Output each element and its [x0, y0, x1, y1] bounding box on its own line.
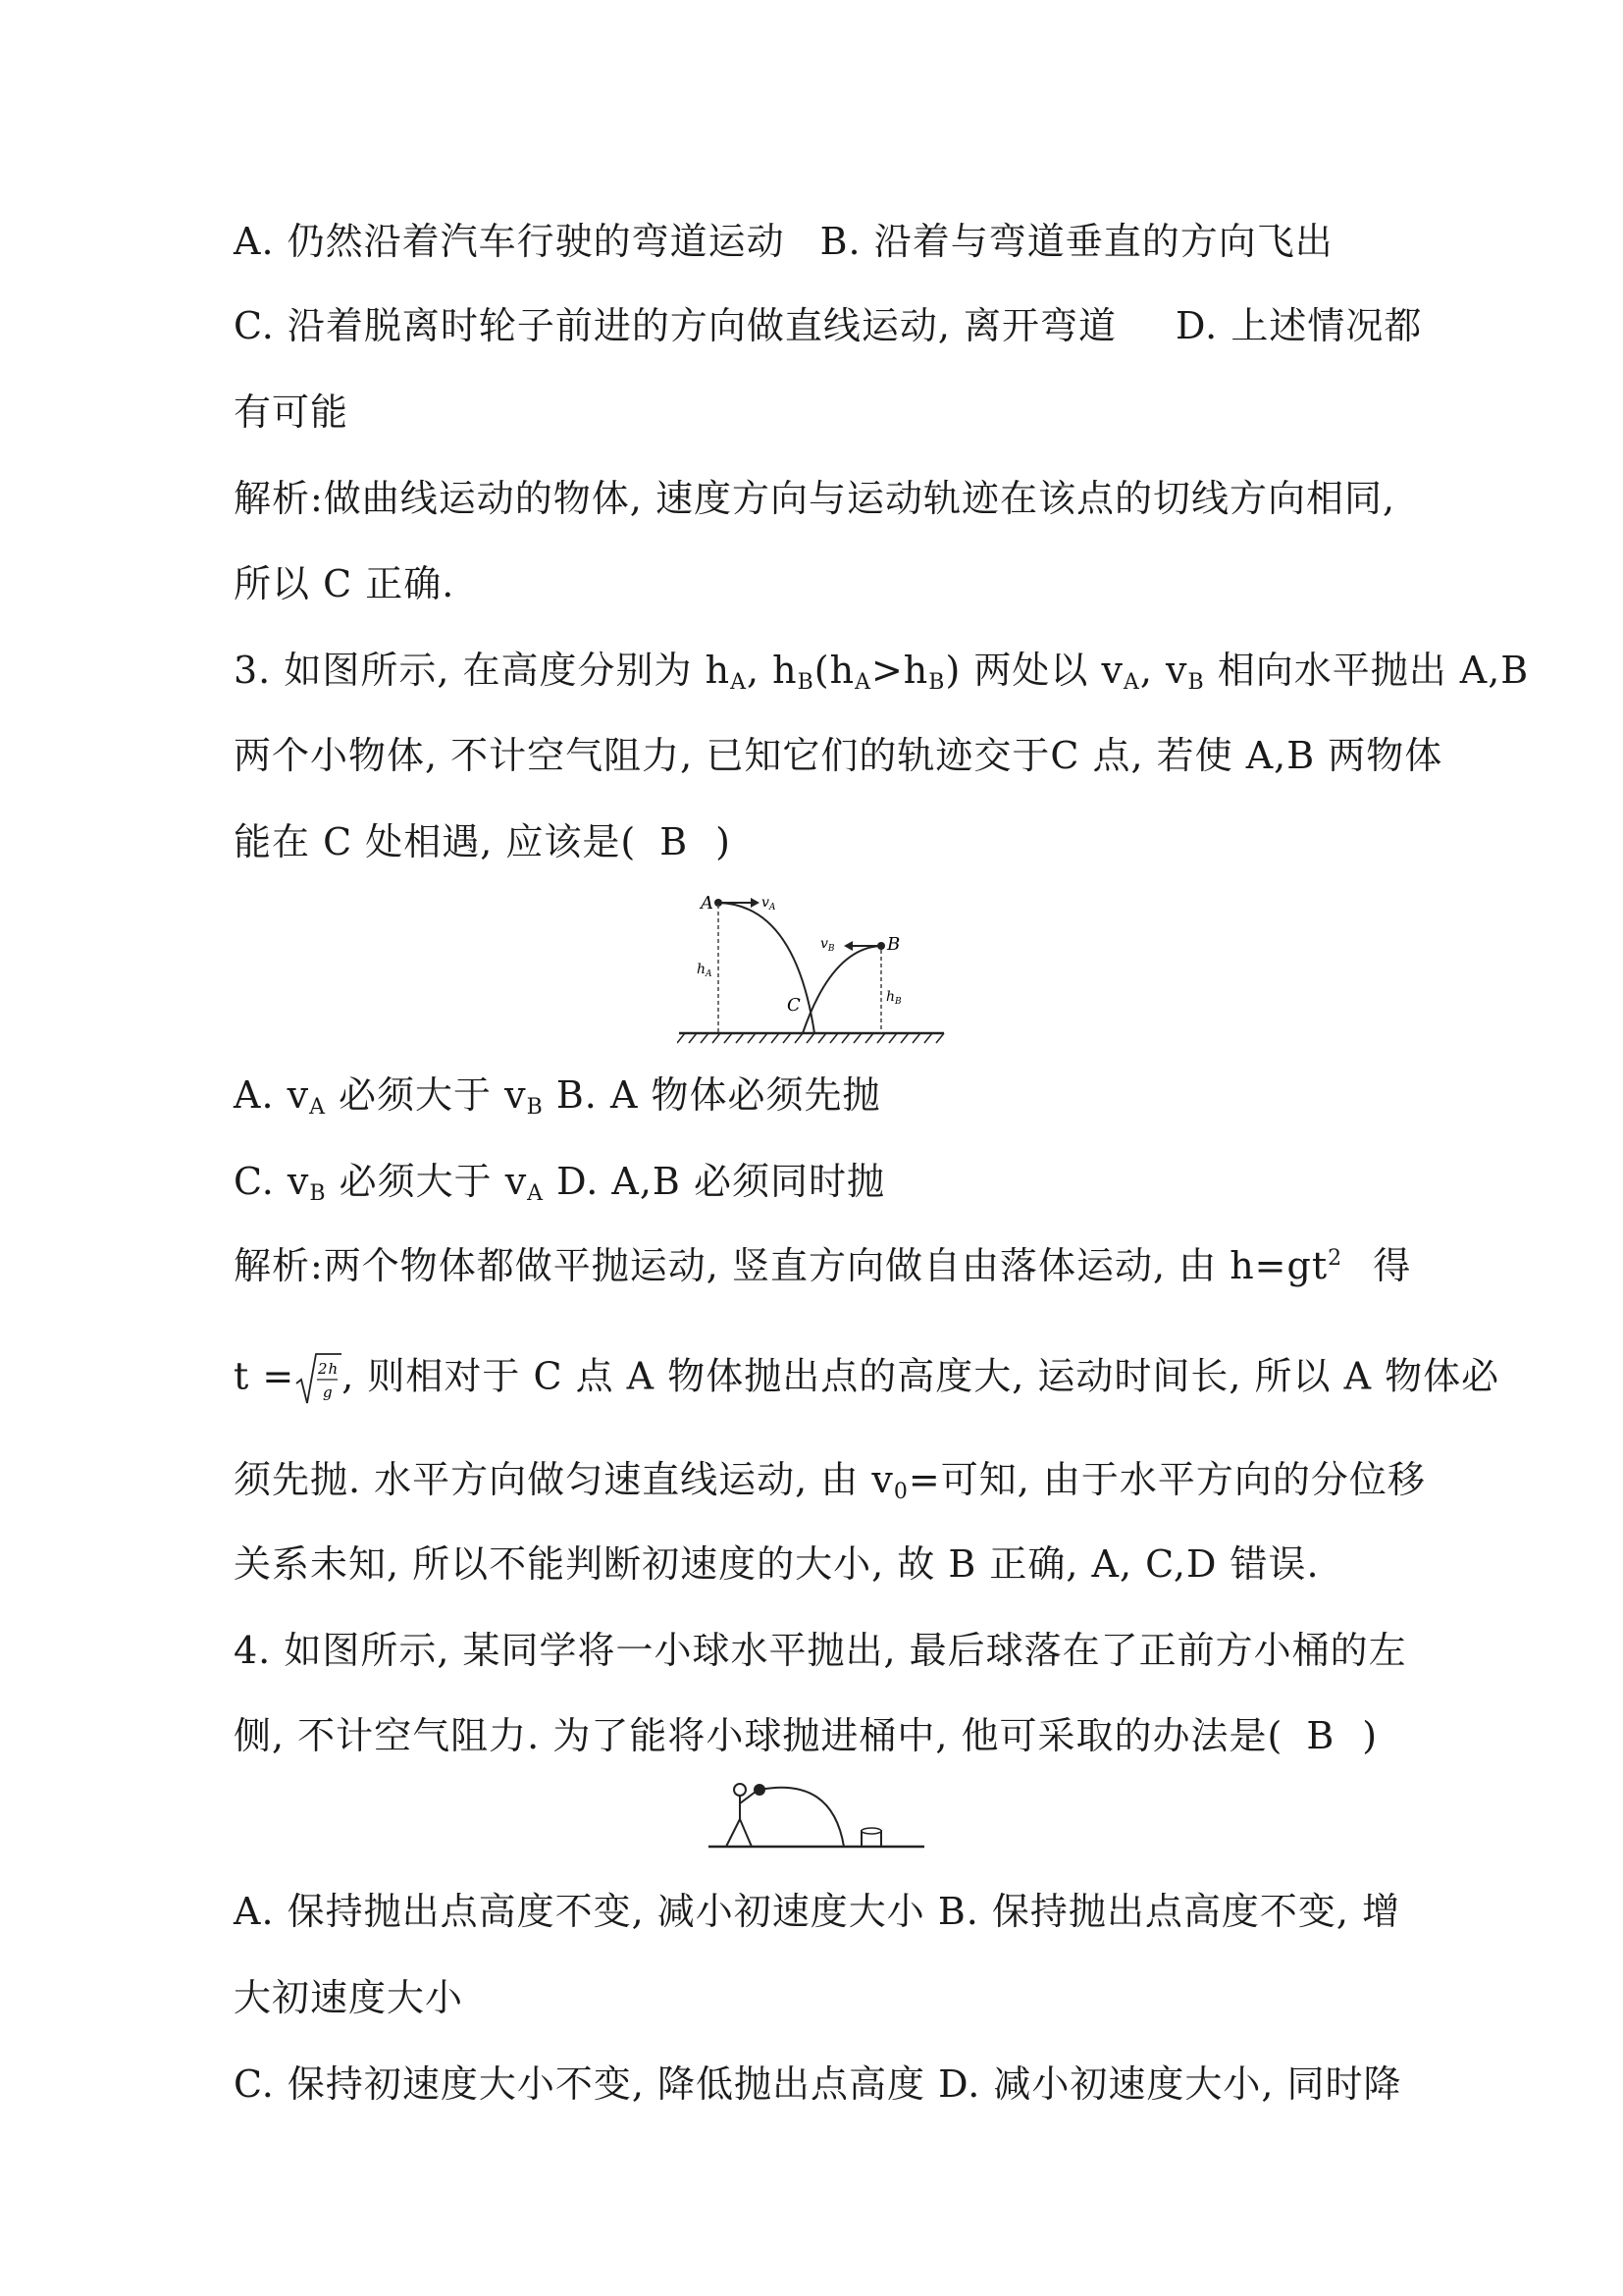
q3-analysis-text: =可知, 由于水平方向的分位移: [908, 1458, 1426, 1501]
sub-b: B: [797, 670, 814, 695]
q3-analysis-line-3: [234, 1456, 1426, 1503]
q3-stem-line-1: [234, 647, 1529, 694]
q4-options-line-1: A. 保持抛出点高度不变, 减小初速度大小 B. 保持抛出点高度不变, 增: [234, 1890, 1401, 1933]
sqrt-numerator: 2h: [318, 1360, 340, 1378]
label-c: C: [787, 995, 801, 1016]
sub-b: B: [526, 1095, 544, 1120]
sub-a: A: [527, 1181, 545, 1206]
label-b: B: [887, 934, 901, 955]
q3-analysis-text: 须先抛. 水平方向做匀速直线运动, 由 v: [234, 1458, 894, 1501]
label-hb-main: h: [886, 989, 896, 1005]
q2-option-b: B. 沿着与弯道垂直的方向飞出: [819, 220, 1334, 263]
sqrt-formula: [294, 1350, 341, 1409]
q3-option-a: 必须大于 v: [325, 1073, 527, 1117]
sub-b: B: [309, 1181, 327, 1206]
q3-analysis-text: , 则相对于 C 点 A 物体抛出点的高度大, 运动时间长, 所以 A 物体必: [341, 1354, 1500, 1398]
q3-projectile-figure: [677, 883, 962, 1055]
label-ha: [697, 962, 712, 979]
label-vb: [820, 936, 835, 954]
q3-answer: B: [659, 820, 689, 863]
sub-a: A: [309, 1095, 326, 1120]
q4-close-paren: ): [1362, 1714, 1379, 1757]
q4-throw-figure: [705, 1776, 930, 1854]
subscript-0: 0: [893, 1480, 909, 1504]
q3-analysis-line-1: [234, 1242, 1411, 1289]
q2-option-c: C. 沿着脱离时轮子前进的方向做直线运动, 离开弯道: [234, 304, 1118, 347]
sub-b: B: [928, 670, 946, 695]
label-va: [761, 895, 776, 913]
q3-options-line-2: [234, 1158, 885, 1205]
q3-option-a: A. v: [234, 1073, 310, 1117]
label-vb-sub: B: [827, 944, 835, 954]
q3-option-d: D. A,B 必须同时抛: [544, 1160, 885, 1203]
q3-stem-text: , v: [1139, 649, 1188, 692]
sub-a: A: [855, 670, 871, 695]
q2-options-line-2: [234, 302, 1422, 349]
q3-stem-text: >h: [870, 649, 929, 692]
label-va-main: v: [761, 895, 769, 911]
label-vb-main: v: [820, 936, 828, 952]
sqrt-denominator: g: [323, 1383, 334, 1401]
q4-options-line-2: 大初速度大小: [234, 1976, 464, 2019]
q2-analysis-line-1: 解析:做曲线运动的物体, 速度方向与运动轨迹在该点的切线方向相同,: [234, 477, 1396, 520]
vb-arrowhead: [844, 941, 853, 951]
q4-answer: B: [1306, 1714, 1335, 1757]
sub-a: A: [730, 670, 747, 695]
q3-stem-text: ) 两处以 v: [945, 649, 1124, 692]
q3-options-line-1: [234, 1071, 880, 1119]
person-icon: [726, 1784, 756, 1847]
q3-option-b: B. A 物体必须先抛: [543, 1073, 881, 1117]
q3-stem-line-3: [234, 818, 731, 865]
sub-b: B: [1187, 670, 1205, 695]
q3-option-c: C. v: [234, 1160, 310, 1203]
label-hb-sub: B: [895, 997, 902, 1007]
sub-a: A: [1123, 670, 1140, 695]
ball-trajectory: [759, 1788, 844, 1847]
label-ha-sub: A: [706, 969, 712, 979]
superscript-2: 2: [1328, 1246, 1343, 1271]
sqrt-sign: [294, 1350, 341, 1409]
label-a: A: [701, 893, 713, 913]
q3-stem-text: 相向水平抛出 A,B: [1204, 649, 1530, 692]
label-hb: [886, 989, 902, 1007]
va-arrowhead: [751, 898, 759, 908]
q2-analysis-line-2: 所以 C 正确.: [234, 562, 455, 605]
q3-analysis-text: t =: [234, 1354, 295, 1398]
q3-stem-line-2: 两个小物体, 不计空气阻力, 已知它们的轨迹交于C 点, 若使 A,B 两物体: [234, 734, 1443, 777]
q3-stem-text: (h: [813, 649, 856, 692]
q3-stem-text: 3. 如图所示, 在高度分别为 h: [234, 649, 731, 692]
bucket-icon: [862, 1828, 881, 1847]
q3-stem-text: , h: [746, 649, 798, 692]
label-ha-main: h: [697, 962, 707, 977]
q2-option-d-cont: 有可能: [234, 391, 349, 434]
q4-options-line-3: C. 保持初速度大小不变, 降低抛出点高度 D. 减小初速度大小, 同时降: [234, 2062, 1402, 2106]
q3-close-paren: ): [715, 820, 731, 863]
q4-stem-line-1: 4. 如图所示, 某同学将一小球水平抛出, 最后球落在了正前方小桶的左: [234, 1629, 1407, 1672]
q2-options-line-1: [234, 218, 1334, 265]
q3-analysis-text: 得: [1360, 1244, 1412, 1287]
q3-stem-text: 能在 C 处相遇, 应该是(: [234, 820, 637, 863]
q4-stem-line-2: [234, 1712, 1378, 1759]
q2-option-a: A. 仍然沿着汽车行驶的弯道运动: [234, 220, 785, 263]
trajectory-b: [803, 946, 881, 1033]
ground-hatching: [677, 1033, 944, 1043]
q4-stem-text: 侧, 不计空气阻力. 为了能将小球抛进桶中, 他可采取的办法是(: [234, 1714, 1283, 1757]
q3-analysis-line-4: 关系未知, 所以不能判断初速度的大小, 故 B 正确, A, C,D 错误.: [234, 1542, 1320, 1586]
label-va-sub: A: [768, 903, 776, 913]
q3-analysis-line-2: [234, 1350, 1499, 1409]
q3-analysis-text: 解析:两个物体都做平抛运动, 竖直方向做自由落体运动, 由 h=gt: [234, 1244, 1329, 1287]
q3-option-c: 必须大于 v: [326, 1160, 528, 1203]
q2-option-d: D. 上述情况都: [1176, 304, 1423, 347]
